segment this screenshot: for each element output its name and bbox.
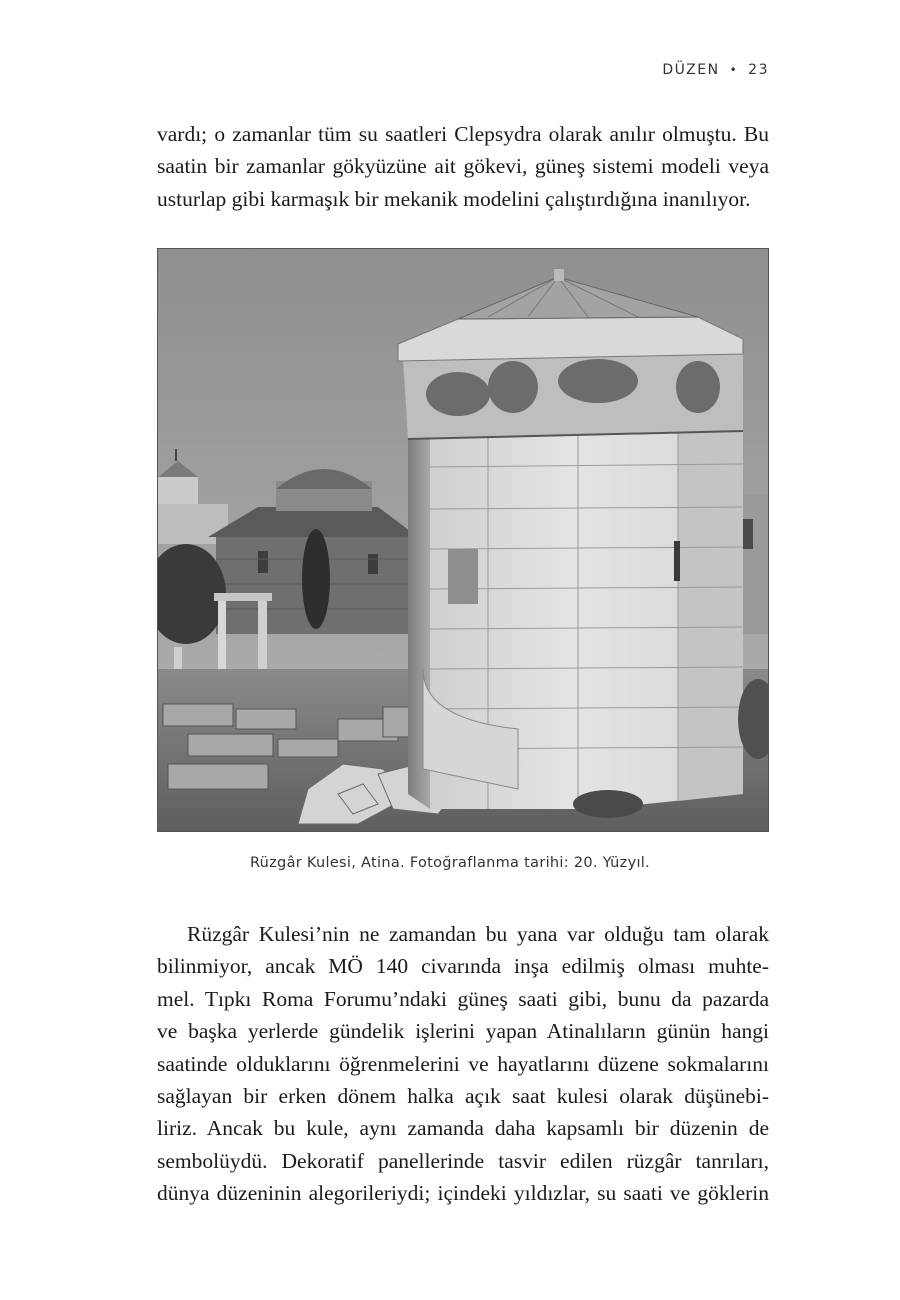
text-line: sembolüydü. Dekoratif panellerinde tasvir edilen rüzgâr tanrıları, bbox=[157, 1148, 769, 1173]
running-head bbox=[662, 62, 769, 78]
figure-caption: Rüzgâr Kulesi, Atina. Fotoğraflanma tarihi: 20. Yüzyıl. bbox=[249, 855, 651, 871]
text-line: bilinmiyor, ancak MÖ 140 civarında inşa edilmiş olması muhte- bbox=[157, 954, 769, 979]
page-number: 23 bbox=[748, 62, 769, 78]
text-line: vardı; o zamanlar tüm su saatleri Clepsydra olarak anılır olmuştu. Bu bbox=[157, 122, 769, 146]
text-line: saatinde olduklarını öğrenmelerini ve hayatlarını düzene sokmalarını bbox=[157, 1051, 769, 1076]
text-line: dünya düzeninin alegorileriydi; içindeki yıldızlar, su saati ve göklerin bbox=[157, 1181, 769, 1206]
text-line: Rüzgâr Kulesi’nin ne zamandan bu yana var olduğu tam olarak bbox=[187, 922, 769, 946]
paragraph-top bbox=[157, 118, 769, 215]
tower-of-winds-photo bbox=[157, 248, 769, 832]
section-title: DÜZEN bbox=[662, 62, 720, 78]
text-line: saatin bir zamanlar gökyüzüne ait gökevi, güneş sistemi modeli veya bbox=[157, 154, 769, 179]
text-line: liriz. Ancak bu kule, aynı zamanda daha kapsamlı bir düzenin de bbox=[157, 1116, 769, 1141]
text-line: mel. Tıpkı Roma Forumu’ndaki güneş saati gibi, bunu da pazarda bbox=[157, 986, 769, 1011]
text-line: sağlayan bir erken dönem halka açık saat kulesi olarak düşünebi- bbox=[157, 1084, 769, 1109]
header-separator: • bbox=[729, 63, 739, 77]
paragraph-bottom bbox=[157, 918, 769, 1210]
text-line: usturlap gibi karmaşık bir mekanik modelini çalıştırdığına inanılıyor. bbox=[157, 186, 751, 211]
text-line: ve başka yerlerde gündelik işlerini yapan Atinalıların günün hangi bbox=[157, 1019, 769, 1044]
